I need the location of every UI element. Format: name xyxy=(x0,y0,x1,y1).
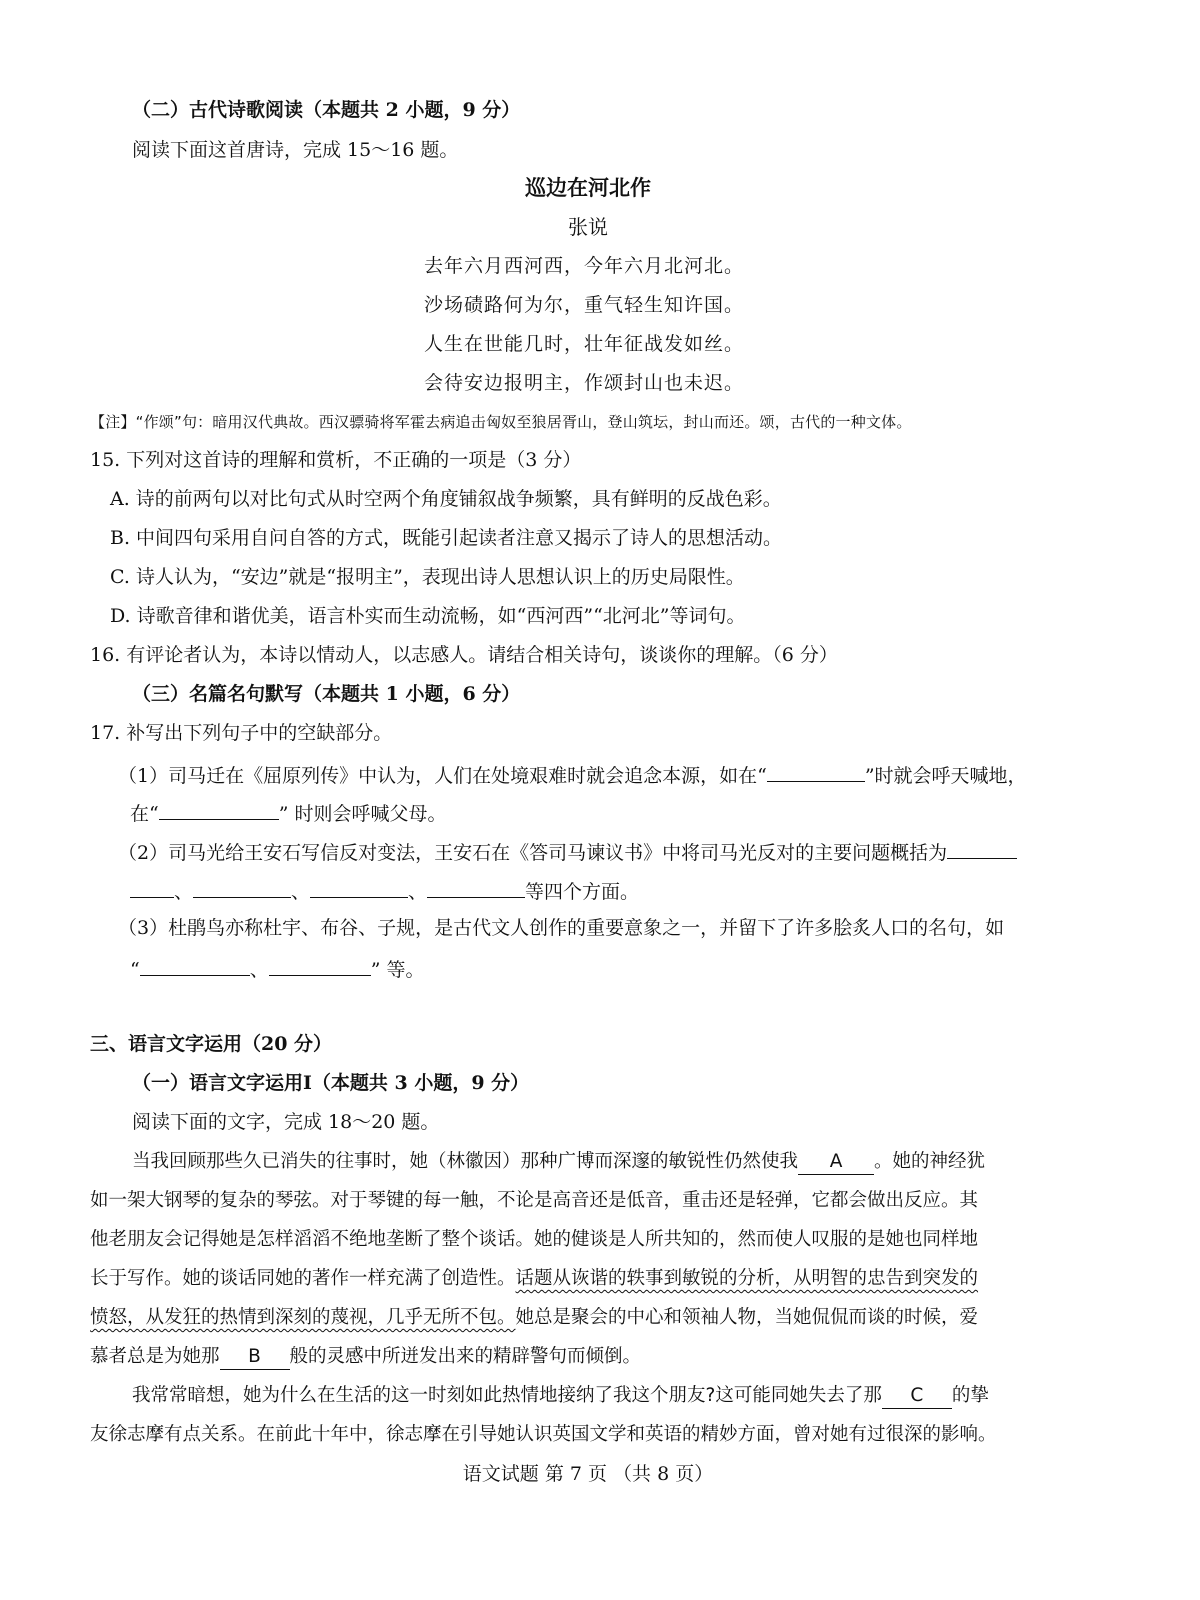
passage-l1-text-b: 。她的神经犹 xyxy=(874,1151,986,1172)
question-17-part-3-line-2 xyxy=(130,955,425,982)
q17-2-sep-2: 、 xyxy=(291,881,311,903)
q17-1-text-a: （1）司马迁在《屈原列传》中认为，人们在处境艰难时就会追念本源，如在“ xyxy=(118,765,767,787)
poem-line-2: 沙场碛路何为尔，重气轻生知许国。 xyxy=(424,294,745,316)
question-17-part-1-line-1 xyxy=(118,761,1027,788)
q17-2-blank-1b[interactable] xyxy=(130,877,174,898)
question-17-stem: 17. 补写出下列句子中的空缺部分。 xyxy=(90,722,393,744)
question-15-option-d: D. 诗歌音律和谐优美，语言朴实而生动流畅，如“西河西”“北河北”等词句。 xyxy=(110,605,746,627)
passage-l4-text: 长于写作。她的谈话同她的著作一样充满了创造性。 xyxy=(90,1268,516,1289)
poem-line-1: 去年六月西河西，今年六月北河北。 xyxy=(424,255,745,277)
passage-intro: 阅读下面的文字，完成 18～20 题。 xyxy=(132,1111,440,1133)
poem-note: 【注】“作颂”句：暗用汉代典故。西汉骠骑将军霍去病追击匈奴至狼居胥山，登山筑坛，封山而还。颂，古代的一种文体。 xyxy=(90,413,912,431)
blank-c[interactable]: C xyxy=(882,1384,952,1409)
passage-l1-text-a: 当我回顾那些久已消失的往事时，她（林徽因）那种广博而深邃的敏锐性仍然使我 xyxy=(132,1151,799,1172)
poem-line-4: 会待安边报明主，作颂封山也未迟。 xyxy=(424,372,745,394)
question-17-part-2-line-2 xyxy=(130,877,639,904)
passage-l6-text-a: 慕者总是为她那 xyxy=(90,1346,220,1367)
q17-2-text-end: 等四个方面。 xyxy=(525,881,640,903)
section-heading-poetry: （二）古代诗歌阅读（本题共 2 小题，9 分） xyxy=(132,99,521,121)
q17-3-blank-2[interactable] xyxy=(269,955,371,976)
q17-2-blank-4[interactable] xyxy=(427,877,525,898)
blank-b[interactable]: B xyxy=(220,1345,290,1370)
q17-1-text-b: ”时就会呼天喊地， xyxy=(864,765,1027,787)
poem-line-3: 人生在世能几时，壮年征战发如丝。 xyxy=(424,333,745,355)
passage-line-5 xyxy=(90,1306,978,1330)
passage-line-6 xyxy=(90,1345,641,1370)
question-17-part-3-line-1: （3）杜鹃鸟亦称杜宇、布谷、子规，是古代文人创作的重要意象之一，并留下了许多脍炙人口的名句，如 xyxy=(118,917,1005,939)
passage-l6-text-b: 般的灵感中所迸发出来的精辟警句而倾倒。 xyxy=(289,1346,642,1367)
q17-1-blank-2[interactable] xyxy=(159,799,279,820)
q17-2-text-a: （2）司马光给王安石写信反对变法，王安石在《答司马谏议书》中将司马光反对的主要问题概括为 xyxy=(118,842,948,864)
question-17-part-1-line-2 xyxy=(130,799,446,826)
q17-3-sep: 、 xyxy=(249,959,269,981)
passage-line-1 xyxy=(132,1150,985,1175)
section-heading-recitation: （三）名篇名句默写（本题共 1 小题，6 分） xyxy=(132,683,521,705)
page-footer: 语文试题 第 7 页 （共 8 页） xyxy=(462,1463,714,1485)
question-15-stem: 15. 下列对这首诗的理解和赏析，不正确的一项是（3 分） xyxy=(90,449,582,471)
passage-line-3: 他老朋友会记得她是怎样滔滔不绝地垄断了整个谈话。她的健谈是人所共知的，然而使人叹服的是她也同样地 xyxy=(90,1229,979,1250)
q17-2-blank-1a[interactable] xyxy=(947,838,1017,859)
wavy-underlined-sentence-part-1: 话题从诙谐的轶事到敏锐的分析，从明智的忠告到突发的 xyxy=(515,1268,979,1289)
question-15-option-a: A. 诗的前两句以对比句式从时空两个角度铺叙战争频繁，具有鲜明的反战色彩。 xyxy=(110,488,782,510)
q17-2-blank-3[interactable] xyxy=(310,877,408,898)
q17-3-text-end: ” 等。 xyxy=(370,959,425,981)
question-15-option-c: C. 诗人认为，“安边”就是“报明主”，表现出诗人思想认识上的历史局限性。 xyxy=(110,566,745,588)
passage-line-2: 如一架大钢琴的复杂的琴弦。对于琴键的每一触，不论是高音还是低音，重击还是轻弹，它都会做出反应。其 xyxy=(90,1190,979,1211)
passage-l5-text: 她总是聚会的中心和领袖人物，当她侃侃而谈的时候，爱 xyxy=(515,1307,979,1328)
poem-author: 张说 xyxy=(568,215,608,239)
part-3-heading: 三、语言文字运用（20 分） xyxy=(90,1033,333,1055)
q17-1-blank-1[interactable] xyxy=(767,761,865,782)
q17-2-sep-1: 、 xyxy=(174,881,194,903)
wavy-underlined-sentence-part-2: 愤怒，从发狂的热情到深刻的蔑视，几乎无所不包。 xyxy=(90,1307,516,1328)
q17-3-blank-1[interactable] xyxy=(140,955,250,976)
blank-a[interactable]: A xyxy=(798,1150,874,1175)
passage-line-8: 友徐志摩有点关系。在前此十年中，徐志摩在引导她认识英国文学和英语的精妙方面，曾对她有过很深的影响。 xyxy=(90,1424,997,1445)
passage-line-4 xyxy=(90,1267,978,1291)
q17-1-text-c: 在“ xyxy=(130,803,159,825)
passage-l7-text-b: 的挚 xyxy=(951,1385,989,1406)
poem-intro: 阅读下面这首唐诗，完成 15～16 题。 xyxy=(132,139,459,161)
part-3-subheading: （一）语言文字运用Ⅰ（本题共 3 小题，9 分） xyxy=(132,1072,530,1094)
passage-line-7 xyxy=(132,1384,989,1409)
question-17-part-2-line-1 xyxy=(118,838,1017,865)
question-15-option-b: B. 中间四句采用自问自答的方式，既能引起读者注意又揭示了诗人的思想活动。 xyxy=(110,527,783,549)
poem-title: 巡边在河北作 xyxy=(525,176,651,200)
q17-3-open-quote: “ xyxy=(130,959,140,981)
q17-1-text-d: ” 时则会呼喊父母。 xyxy=(278,803,447,825)
q17-2-blank-2[interactable] xyxy=(193,877,291,898)
question-16: 16. 有评论者认为，本诗以情动人，以志感人。请结合相关诗句，谈谈你的理解。（6 分） xyxy=(90,644,838,666)
q17-2-sep-3: 、 xyxy=(408,881,428,903)
passage-l7-text-a: 我常常暗想，她为什么在生活的这一时刻如此热情地接纳了我这个朋友?这可能同她失去了那 xyxy=(132,1385,882,1406)
